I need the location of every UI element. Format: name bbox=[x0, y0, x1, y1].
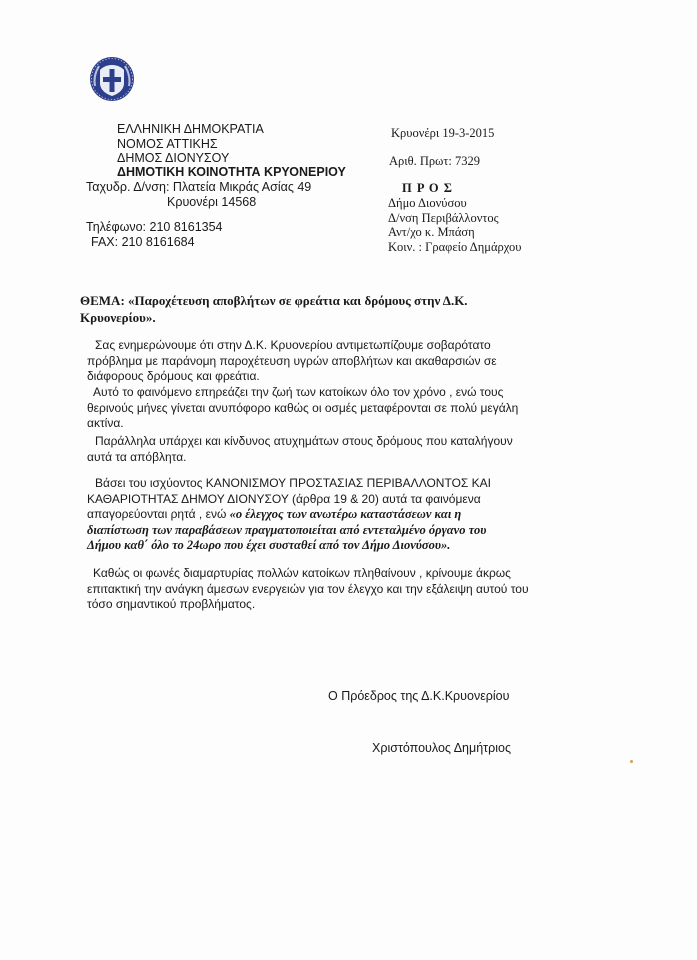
body-line: Καθώς οι φωνές διαμαρτυρίας πολλών κατοίκων πληθαίνουν , κρίνουμε άκρως bbox=[93, 566, 511, 580]
body-line: διάφορους δρόμους και φρεάτια. bbox=[87, 369, 260, 384]
body-paragraph-4 bbox=[87, 476, 547, 554]
quoted-regulation: διαπίστωση των παραβάσεων πραγματοποιείται από εντεταλμένο όργανο του bbox=[87, 522, 487, 537]
sender-line-1: ΕΛΛΗΝΙΚΗ ΔΗΜΟΚΡΑΤΙΑ bbox=[117, 122, 264, 136]
body-paragraph-2 bbox=[87, 385, 537, 432]
protocol-number: Αριθ. Πρωτ: 7329 bbox=[389, 154, 480, 168]
body-line: πρόβλημα με παράνομη παροχέτευση υγρών αποβλήτων και ακαθαρσιών σε bbox=[87, 353, 497, 368]
body-line: τόσο σημαντικού προβλήματος. bbox=[87, 597, 256, 612]
sender-city: Κρυονέρι 14568 bbox=[167, 195, 257, 209]
recipient-line-3: Αντ/χο κ. Μπάση bbox=[388, 225, 475, 239]
body-paragraph-5 bbox=[87, 566, 557, 613]
body-line: Παράλληλα υπάρχει και κίνδυνος ατυχημάτων στους δρόμους που καταλήγουν bbox=[95, 434, 513, 448]
recipient-heading: Π Ρ Ο Σ bbox=[402, 181, 453, 195]
sender-address: Ταχυδρ. Δ/νση: Πλατεία Μικράς Ασίας 49 bbox=[86, 180, 312, 194]
body-paragraph-3 bbox=[87, 434, 537, 465]
body-line: αυτά τα απόβλητα. bbox=[87, 449, 187, 464]
sender-line-4: ΔΗΜΟΤΙΚΗ ΚΟΙΝΟΤΗΤΑ ΚΡΥΟΝΕΡΙΟΥ bbox=[117, 165, 346, 179]
body-line bbox=[87, 507, 547, 523]
recipient-line-2: Δ/νση Περιβάλλοντος bbox=[388, 211, 499, 225]
body-line: επιτακτική την ανάγκη άμεσων ενεργειών για τον έλεγχο και την εξάλειψη αυτού του bbox=[87, 581, 529, 596]
signature-title: Ο Πρόεδρος της Δ.Κ.Κρυονερίου bbox=[328, 689, 510, 703]
body-line: ακτίνα. bbox=[87, 416, 124, 431]
body-line: θερινούς μήνες γίνεται ανυπόφορο καθώς οι οσμές μεταφέρονται σε πολύ μεγάλη bbox=[87, 400, 519, 415]
sender-fax: FAX: 210 8161684 bbox=[91, 235, 195, 249]
recipient-line-1: Δήμο Διονύσου bbox=[388, 196, 467, 210]
body-text: απαγορεύονται ρητά , ενώ bbox=[87, 507, 230, 522]
body-paragraph-1 bbox=[87, 338, 537, 385]
body-line: ΚΑΘΑΡΙΟΤΗΤΑΣ ΔΗΜΟΥ ΔΙΟΝΥΣΟΥ (άρθρα 19 & 20) αυτά τα φαινόμενα bbox=[87, 491, 481, 506]
recipient-line-4: Κοιν. : Γραφείο Δημάρχου bbox=[388, 240, 522, 254]
quoted-regulation: Δήμου καθ΄ όλο το 24ωρο που έχει συσταθεί από τον Δήμο Διονύσου». bbox=[87, 538, 451, 553]
letter-date: Κρυονέρι 19-3-2015 bbox=[391, 126, 495, 140]
body-line: Αυτό το φαινόμενο επηρεάζει την ζωή των κατοίκων όλο τον χρόνο , ενώ τους bbox=[93, 385, 504, 399]
sender-line-3: ΔΗΜΟΣ ΔΙΟΝΥΣΟΥ bbox=[117, 151, 230, 165]
paper-spot bbox=[630, 760, 633, 763]
signature-name: Χριστόπουλος Δημήτριος bbox=[372, 741, 511, 755]
greek-emblem-icon bbox=[89, 56, 135, 102]
letter-subject: ΘΕΜΑ: «Παροχέτευση αποβλήτων σε φρεάτια και δρόμους στην Δ.Κ. Κρυονερίου». bbox=[80, 293, 468, 325]
quoted-regulation: «ο έλεγχος των ανωτέρω καταστάσεων και η bbox=[229, 507, 462, 522]
body-line: Σας ενημερώνουμε ότι στην Δ.Κ. Κρυονερίου αντιμετωπίζουμε σοβαρότατο bbox=[95, 338, 491, 352]
sender-line-2: ΝΟΜΟΣ ΑΤΤΙΚΗΣ bbox=[117, 137, 218, 151]
sender-phone: Τηλέφωνο: 210 8161354 bbox=[86, 220, 223, 234]
body-line: Βάσει του ισχύοντος ΚΑΝΟΝΙΣΜΟΥ ΠΡΟΣΤΑΣΙΑΣ ΠΕΡΙΒΑΛΛΟΝΤΟΣ ΚΑΙ bbox=[95, 476, 492, 490]
